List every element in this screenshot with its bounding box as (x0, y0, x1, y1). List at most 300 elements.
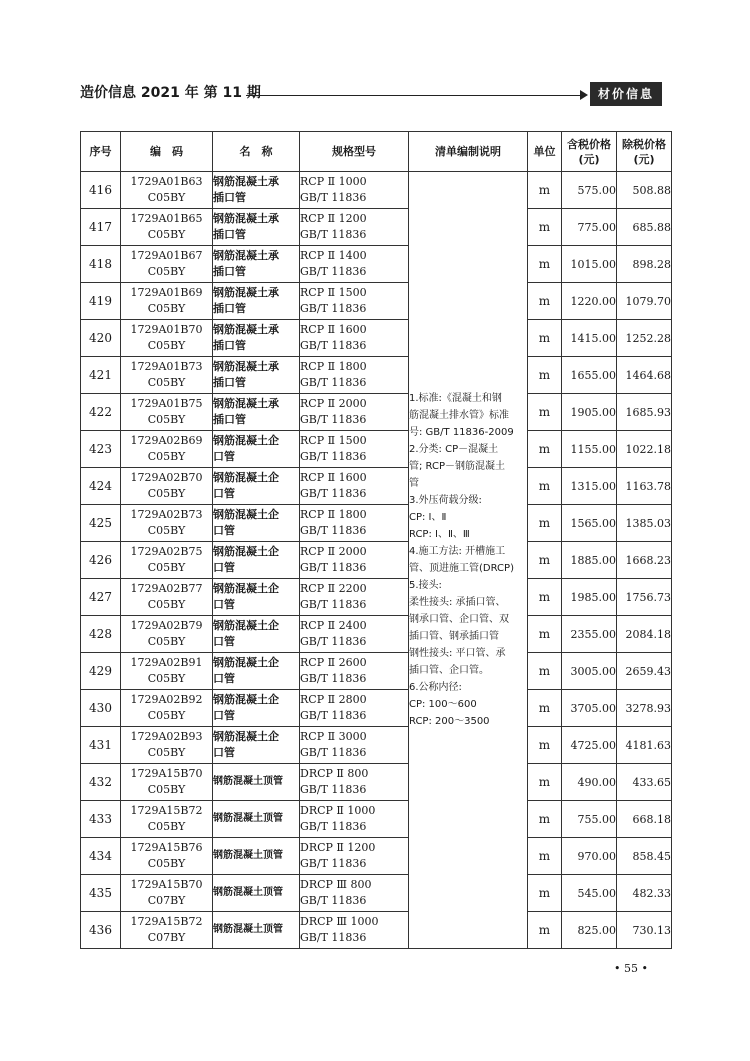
description-line: RCP: Ⅰ、Ⅱ、Ⅲ (409, 529, 470, 540)
row-unit (528, 838, 562, 875)
row-price-notax-line: 1079.70 (625, 294, 671, 308)
table-row (81, 394, 672, 431)
row-price-tax-line: 755.00 (577, 812, 616, 826)
row-seq (81, 468, 121, 505)
row-price-notax (617, 283, 672, 320)
row-unit-line: m (538, 405, 551, 419)
row-name (213, 246, 300, 283)
row-seq-line: 434 (89, 849, 112, 863)
row-spec (300, 246, 409, 283)
row-seq-line: 418 (89, 257, 112, 271)
row-seq (81, 579, 121, 616)
row-code-line: C05BY (147, 598, 186, 611)
row-price-tax-line: 1315.00 (570, 479, 616, 493)
row-price-notax (617, 727, 672, 764)
table-row (81, 246, 672, 283)
row-name (213, 505, 300, 542)
row-price-tax (562, 209, 617, 246)
row-unit-line: m (538, 590, 551, 604)
row-name (213, 357, 300, 394)
table-row (81, 209, 672, 246)
row-spec-line: GB/T 11836 (300, 339, 367, 352)
row-name-line: 插口管 (213, 265, 246, 278)
row-price-tax-line: 1905.00 (570, 405, 616, 419)
row-name-line: 口管 (213, 635, 235, 648)
row-unit-line: m (538, 553, 551, 567)
row-price-notax-line: 898.28 (632, 257, 671, 271)
row-unit (528, 690, 562, 727)
table-row (81, 653, 672, 690)
row-spec-line: GB/T 11836 (300, 598, 367, 611)
row-code (121, 838, 213, 875)
row-name (213, 283, 300, 320)
row-price-notax (617, 246, 672, 283)
row-code (121, 172, 213, 209)
description-line: 插口管、企口管。 (409, 665, 489, 676)
row-spec-line: RCP Ⅱ 2000 (300, 397, 367, 410)
row-code (121, 320, 213, 357)
row-unit (528, 172, 562, 209)
row-price-tax (562, 653, 617, 690)
row-price-notax (617, 542, 672, 579)
row-unit-line: m (538, 331, 551, 345)
row-seq (81, 838, 121, 875)
row-name-line: 钢筋混凝土企 (213, 582, 279, 595)
row-code (121, 616, 213, 653)
row-code-line: C05BY (147, 524, 186, 537)
row-spec-line: RCP Ⅱ 2400 (300, 619, 367, 632)
table-row (81, 283, 672, 320)
row-price-tax-line: 490.00 (577, 775, 616, 789)
table-row (81, 838, 672, 875)
row-seq-line: 432 (89, 775, 112, 789)
row-unit (528, 801, 562, 838)
description-line: 3.外压荷载分级: (409, 495, 482, 506)
row-code (121, 764, 213, 801)
row-unit (528, 357, 562, 394)
row-name (213, 431, 300, 468)
row-spec-line: RCP Ⅱ 2600 (300, 656, 367, 669)
row-price-tax-line: 1220.00 (570, 294, 616, 308)
row-code-line: C07BY (147, 931, 186, 944)
row-spec-line: RCP Ⅱ 1500 (300, 286, 367, 299)
row-price-notax-line: 1163.78 (625, 479, 671, 493)
row-code-line: C05BY (147, 820, 186, 833)
row-price-notax-line: 2659.43 (625, 664, 671, 678)
row-name-line: 钢筋混凝土顶管 (213, 887, 283, 898)
row-code-line: 1729A02B92 (130, 693, 203, 706)
row-price-notax (617, 431, 672, 468)
row-code-line: 1729A02B79 (130, 619, 203, 632)
row-name (213, 690, 300, 727)
row-spec (300, 357, 409, 394)
row-price-tax-line: 970.00 (577, 849, 616, 863)
row-unit (528, 727, 562, 764)
col-header-note: 清单编制说明 (409, 132, 528, 172)
row-code-line: C05BY (147, 302, 186, 315)
row-code (121, 801, 213, 838)
row-code-line: 1729A02B91 (130, 656, 203, 669)
row-price-tax (562, 764, 617, 801)
row-name-line: 口管 (213, 746, 235, 759)
row-price-notax (617, 912, 672, 949)
row-name (213, 394, 300, 431)
row-seq (81, 764, 121, 801)
row-price-tax (562, 542, 617, 579)
row-name-line: 钢筋混凝土顶管 (213, 924, 283, 935)
row-unit-line: m (538, 886, 551, 900)
row-seq (81, 690, 121, 727)
row-spec-line: GB/T 11836 (300, 487, 367, 500)
row-price-notax-line: 508.88 (632, 183, 671, 197)
description-line: 钢承口管、企口管、双 (409, 614, 509, 625)
row-code (121, 505, 213, 542)
row-spec-line: RCP Ⅱ 1600 (300, 323, 367, 336)
row-code-line: C05BY (147, 746, 186, 759)
row-code-line: 1729A15B72 (130, 915, 203, 928)
row-name-line: 口管 (213, 561, 235, 574)
row-seq (81, 653, 121, 690)
row-price-notax (617, 801, 672, 838)
row-seq (81, 283, 121, 320)
row-unit (528, 764, 562, 801)
row-name-line: 口管 (213, 709, 235, 722)
row-price-notax-line: 1668.23 (625, 553, 671, 567)
row-price-tax (562, 616, 617, 653)
row-price-notax (617, 172, 672, 209)
row-code (121, 875, 213, 912)
row-price-notax (617, 320, 672, 357)
row-price-notax-line: 482.33 (632, 886, 671, 900)
row-price-tax (562, 468, 617, 505)
row-price-notax (617, 357, 672, 394)
row-price-notax (617, 616, 672, 653)
row-seq-line: 423 (89, 442, 112, 456)
row-spec (300, 431, 409, 468)
row-code (121, 727, 213, 764)
col-header-unit: 单位 (528, 132, 562, 172)
row-unit-line: m (538, 257, 551, 271)
description-line: 插口管、钢承插口管 (409, 631, 499, 642)
row-price-tax (562, 912, 617, 949)
table-row (81, 505, 672, 542)
row-spec-line: GB/T 11836 (300, 709, 367, 722)
row-name-line: 口管 (213, 524, 235, 537)
row-unit (528, 468, 562, 505)
row-name (213, 616, 300, 653)
col-header-price-notax: 除税价格(元) (617, 132, 672, 172)
row-spec-line: DRCP Ⅱ 800 (300, 767, 369, 780)
row-spec (300, 801, 409, 838)
row-price-tax (562, 283, 617, 320)
row-name-line: 插口管 (213, 339, 246, 352)
row-price-notax (617, 653, 672, 690)
row-code-line: 1729A15B76 (130, 841, 203, 854)
row-code (121, 468, 213, 505)
table-row (81, 172, 672, 209)
description-line: 号: GB/T 11836-2009 (409, 427, 514, 438)
table-row (81, 764, 672, 801)
row-name-line: 钢筋混凝土顶管 (213, 850, 283, 861)
row-price-notax-line: 730.13 (632, 923, 671, 937)
row-spec-line: RCP Ⅱ 1400 (300, 249, 367, 262)
row-code-line: C05BY (147, 635, 186, 648)
row-spec-line: DRCP Ⅲ 800 (300, 878, 372, 891)
row-name (213, 209, 300, 246)
row-code (121, 912, 213, 949)
row-unit-line: m (538, 849, 551, 863)
row-code (121, 357, 213, 394)
row-spec (300, 764, 409, 801)
row-code-line: C05BY (147, 487, 186, 500)
row-name (213, 320, 300, 357)
row-code-line: 1729A02B70 (130, 471, 203, 484)
row-name-line: 钢筋混凝土企 (213, 471, 279, 484)
section-badge: 材价信息 (590, 82, 662, 106)
row-code-line: 1729A01B75 (130, 397, 203, 410)
row-price-tax (562, 505, 617, 542)
row-seq-line: 430 (89, 701, 112, 715)
table-row (81, 468, 672, 505)
col-header-price-tax: 含税价格(元) (562, 132, 617, 172)
row-price-tax-line: 1885.00 (570, 553, 616, 567)
description-line: CP: Ⅰ、Ⅱ (409, 512, 447, 523)
row-unit-line: m (538, 775, 551, 789)
row-unit-line: m (538, 294, 551, 308)
row-seq-line: 417 (89, 220, 112, 234)
row-unit-line: m (538, 627, 551, 641)
row-price-notax (617, 838, 672, 875)
row-price-tax (562, 357, 617, 394)
row-price-tax (562, 579, 617, 616)
row-price-notax-line: 1756.73 (625, 590, 671, 604)
row-code-line: 1729A01B69 (130, 286, 203, 299)
row-spec-line: DRCP Ⅲ 1000 (300, 915, 379, 928)
row-spec (300, 394, 409, 431)
description-line: 管、顶进施工管(DRCP) (409, 563, 514, 574)
row-code-line: 1729A01B70 (130, 323, 203, 336)
row-unit (528, 653, 562, 690)
table-row (81, 320, 672, 357)
row-spec-line: RCP Ⅱ 2800 (300, 693, 367, 706)
row-name-line: 口管 (213, 487, 235, 500)
table-body (81, 172, 672, 949)
row-price-tax-line: 545.00 (577, 886, 616, 900)
row-name (213, 875, 300, 912)
table-row (81, 579, 672, 616)
row-price-notax (617, 764, 672, 801)
row-seq-line: 424 (89, 479, 112, 493)
row-code-line: 1729A02B73 (130, 508, 203, 521)
description-line: 6.公称内径: (409, 682, 462, 693)
row-name-line: 钢筋混凝土企 (213, 656, 279, 669)
table-row (81, 431, 672, 468)
row-name-line: 插口管 (213, 413, 246, 426)
row-price-tax-line: 1015.00 (570, 257, 616, 271)
row-name-line: 钢筋混凝土承 (213, 249, 279, 262)
table-row (81, 542, 672, 579)
row-spec (300, 727, 409, 764)
row-price-tax (562, 838, 617, 875)
row-spec-line: GB/T 11836 (300, 783, 367, 796)
row-price-tax-line: 2355.00 (570, 627, 616, 641)
row-price-notax-line: 1464.68 (625, 368, 671, 382)
row-seq-line: 435 (89, 886, 112, 900)
row-spec (300, 912, 409, 949)
table-header-row (81, 132, 672, 172)
row-spec-line: GB/T 11836 (300, 302, 367, 315)
row-spec (300, 616, 409, 653)
row-spec (300, 468, 409, 505)
row-seq (81, 246, 121, 283)
description-line: CP: 100～600 (409, 699, 477, 710)
row-price-notax (617, 505, 672, 542)
row-seq-line: 429 (89, 664, 112, 678)
row-spec-line: GB/T 11836 (300, 376, 367, 389)
table-row (81, 616, 672, 653)
row-code-line: C05BY (147, 191, 186, 204)
row-spec-line: DRCP Ⅱ 1000 (300, 804, 376, 817)
row-name (213, 764, 300, 801)
row-spec-line: RCP Ⅱ 3000 (300, 730, 367, 743)
row-seq (81, 801, 121, 838)
row-code-line: C07BY (147, 894, 186, 907)
row-price-tax (562, 394, 617, 431)
row-seq-line: 421 (89, 368, 112, 382)
row-price-tax (562, 172, 617, 209)
row-name-line: 口管 (213, 672, 235, 685)
row-code (121, 209, 213, 246)
description-line: 柔性接头: 承插口管、 (409, 597, 506, 608)
row-price-tax-line: 825.00 (577, 923, 616, 937)
row-price-notax-line: 2084.18 (625, 627, 671, 641)
row-seq (81, 912, 121, 949)
row-code-line: C05BY (147, 339, 186, 352)
description-line: 5.接头: (409, 580, 442, 591)
row-spec (300, 172, 409, 209)
page-header-title: 造价信息 2021 年 第 11 期 (80, 85, 261, 101)
table-row (81, 727, 672, 764)
row-unit (528, 875, 562, 912)
row-seq (81, 505, 121, 542)
row-seq (81, 172, 121, 209)
row-code (121, 246, 213, 283)
row-name-line: 插口管 (213, 228, 246, 241)
row-spec-line: GB/T 11836 (300, 931, 367, 944)
row-unit (528, 320, 562, 357)
row-price-tax-line: 575.00 (577, 183, 616, 197)
col-header-seq: 序号 (81, 132, 121, 172)
row-code-line: 1729A15B72 (130, 804, 203, 817)
row-price-notax-line: 685.88 (632, 220, 671, 234)
row-code-line: 1729A01B63 (130, 175, 203, 188)
row-code (121, 542, 213, 579)
row-spec-line: GB/T 11836 (300, 191, 367, 204)
table-row (81, 357, 672, 394)
row-code (121, 394, 213, 431)
row-spec-line: GB/T 11836 (300, 672, 367, 685)
row-code-line: C05BY (147, 376, 186, 389)
row-unit (528, 209, 562, 246)
row-unit (528, 505, 562, 542)
row-price-tax (562, 320, 617, 357)
row-unit (528, 579, 562, 616)
row-spec (300, 542, 409, 579)
row-spec-line: GB/T 11836 (300, 820, 367, 833)
row-code-line: 1729A01B67 (130, 249, 203, 262)
description-line: 钢性接头: 平口管、承 (409, 648, 506, 659)
row-price-tax-line: 3005.00 (570, 664, 616, 678)
row-code-line: C05BY (147, 228, 186, 241)
col-header-spec: 规格型号 (300, 132, 409, 172)
row-code-line: 1729A02B75 (130, 545, 203, 558)
row-price-notax-line: 4181.63 (625, 738, 671, 752)
row-price-notax (617, 690, 672, 727)
row-seq (81, 394, 121, 431)
row-spec-line: GB/T 11836 (300, 857, 367, 870)
row-spec-line: GB/T 11836 (300, 561, 367, 574)
row-spec-line: RCP Ⅱ 1600 (300, 471, 367, 484)
row-seq-line: 426 (89, 553, 112, 567)
row-spec-line: GB/T 11836 (300, 265, 367, 278)
row-name-line: 口管 (213, 450, 235, 463)
row-unit-line: m (538, 442, 551, 456)
description-line: 4.施工方法: 开槽施工 (409, 546, 506, 557)
row-spec-line: GB/T 11836 (300, 894, 367, 907)
row-unit-line: m (538, 183, 551, 197)
row-spec (300, 320, 409, 357)
row-seq (81, 727, 121, 764)
row-name-line: 口管 (213, 598, 235, 611)
row-name-line: 插口管 (213, 376, 246, 389)
row-price-notax-line: 858.45 (632, 849, 671, 863)
row-name (213, 838, 300, 875)
row-unit (528, 246, 562, 283)
row-price-notax (617, 394, 672, 431)
row-price-notax-line: 1385.03 (625, 516, 671, 530)
row-name-line: 插口管 (213, 191, 246, 204)
row-name (213, 172, 300, 209)
row-price-tax-line: 775.00 (577, 220, 616, 234)
row-code-line: C05BY (147, 265, 186, 278)
table-row (81, 875, 672, 912)
row-code-line: 1729A02B93 (130, 730, 203, 743)
row-unit (528, 912, 562, 949)
row-name-line: 钢筋混凝土承 (213, 397, 279, 410)
row-name-line: 钢筋混凝土企 (213, 693, 279, 706)
row-name-line: 钢筋混凝土企 (213, 545, 279, 558)
header-arrow-icon (580, 90, 588, 100)
list-description-cell (409, 172, 528, 949)
row-unit-line: m (538, 368, 551, 382)
row-code-line: 1729A02B77 (130, 582, 203, 595)
row-spec (300, 875, 409, 912)
row-seq-line: 420 (89, 331, 112, 345)
row-name (213, 579, 300, 616)
row-spec-line: DRCP Ⅱ 1200 (300, 841, 376, 854)
row-name (213, 727, 300, 764)
row-price-tax-line: 1655.00 (570, 368, 616, 382)
table-row (81, 801, 672, 838)
row-name (213, 542, 300, 579)
row-code-line: 1729A01B73 (130, 360, 203, 373)
row-name-line: 钢筋混凝土顶管 (213, 776, 283, 787)
row-spec-line: RCP Ⅱ 1800 (300, 360, 367, 373)
row-price-tax-line: 3705.00 (570, 701, 616, 715)
row-unit-line: m (538, 812, 551, 826)
row-seq (81, 320, 121, 357)
row-price-notax (617, 875, 672, 912)
